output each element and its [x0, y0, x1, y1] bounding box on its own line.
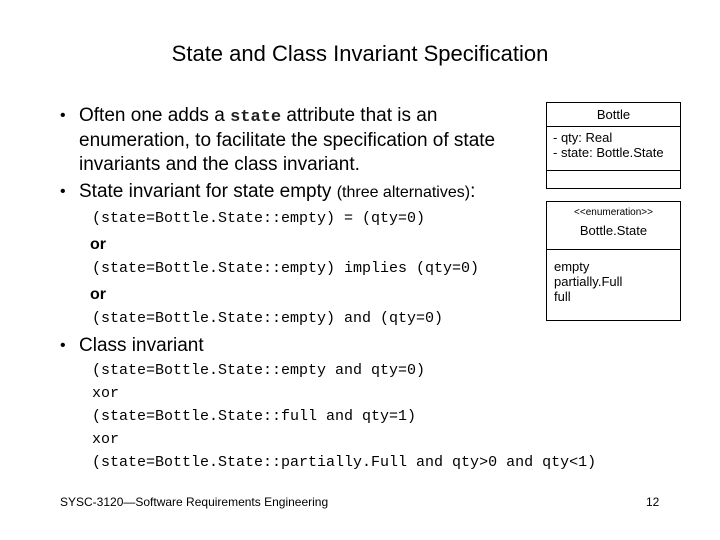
class-invariant-line: xor [92, 431, 120, 448]
or-label: or [90, 236, 106, 253]
bullet-1-line-1 [79, 105, 437, 129]
footer-course: SYSC-3120—Software Requirements Engineering [60, 495, 329, 509]
bullet-2-text: State invariant for state empty [79, 181, 337, 202]
class-invariant-line: (state=Bottle.State::full and qty=1) [92, 408, 417, 425]
bullet-3: Class invariant [79, 335, 204, 356]
bullet-2 [79, 181, 475, 204]
uml-stereotype: <<enumeration>> [574, 207, 653, 218]
bullet-dot: • [60, 107, 66, 124]
uml-enum-name: Bottle.State [579, 223, 648, 238]
alt-2-expression: (state=Bottle.State::empty) implies (qty=0) [92, 260, 480, 277]
slide-title: State and Class Invariant Specification [171, 41, 549, 66]
uml-class-bottle [546, 102, 681, 189]
uml-attribute: - qty: Real [553, 130, 613, 145]
uml-operations-section [547, 171, 680, 186]
uml-class-attributes [547, 127, 680, 171]
bullet-1-text-post: attribute that is an [281, 105, 438, 126]
bullet-dot: • [60, 337, 66, 354]
uml-class-name: Bottle [547, 103, 680, 127]
uml-enum-header [547, 202, 680, 250]
bullet-1-line-2: enumeration, to facilitate the specification of state [79, 130, 496, 151]
uml-enum-literal: empty [554, 259, 590, 274]
bullet-2-paren: (three alternatives) [336, 184, 471, 201]
bullet-dot: • [60, 183, 66, 200]
alt-3-expression: (state=Bottle.State::empty) and (qty=0) [92, 310, 444, 327]
class-invariant-line: (state=Bottle.State::empty and qty=0) [92, 362, 426, 379]
uml-enumeration-bottle-state [546, 201, 681, 321]
uml-enum-literal: partially.Full [554, 274, 623, 289]
bullet-1-line-3: invariants and the class invariant. [79, 154, 360, 175]
class-invariant-line: (state=Bottle.State::partially.Full and qty>0 and qty<1) [92, 454, 597, 471]
uml-attribute: - state: Bottle.State [553, 145, 664, 160]
uml-enum-literal: full [554, 289, 571, 304]
alt-1-expression: (state=Bottle.State::empty) = (qty=0) [92, 210, 426, 227]
state-keyword: state [230, 108, 282, 127]
page-number: 12 [646, 495, 660, 509]
class-invariant-line: xor [92, 385, 120, 402]
bullet-2-colon: : [470, 181, 476, 202]
bullet-1-text-pre: Often one adds a [79, 105, 231, 126]
or-label: or [90, 286, 106, 303]
uml-enum-literals [547, 250, 680, 304]
